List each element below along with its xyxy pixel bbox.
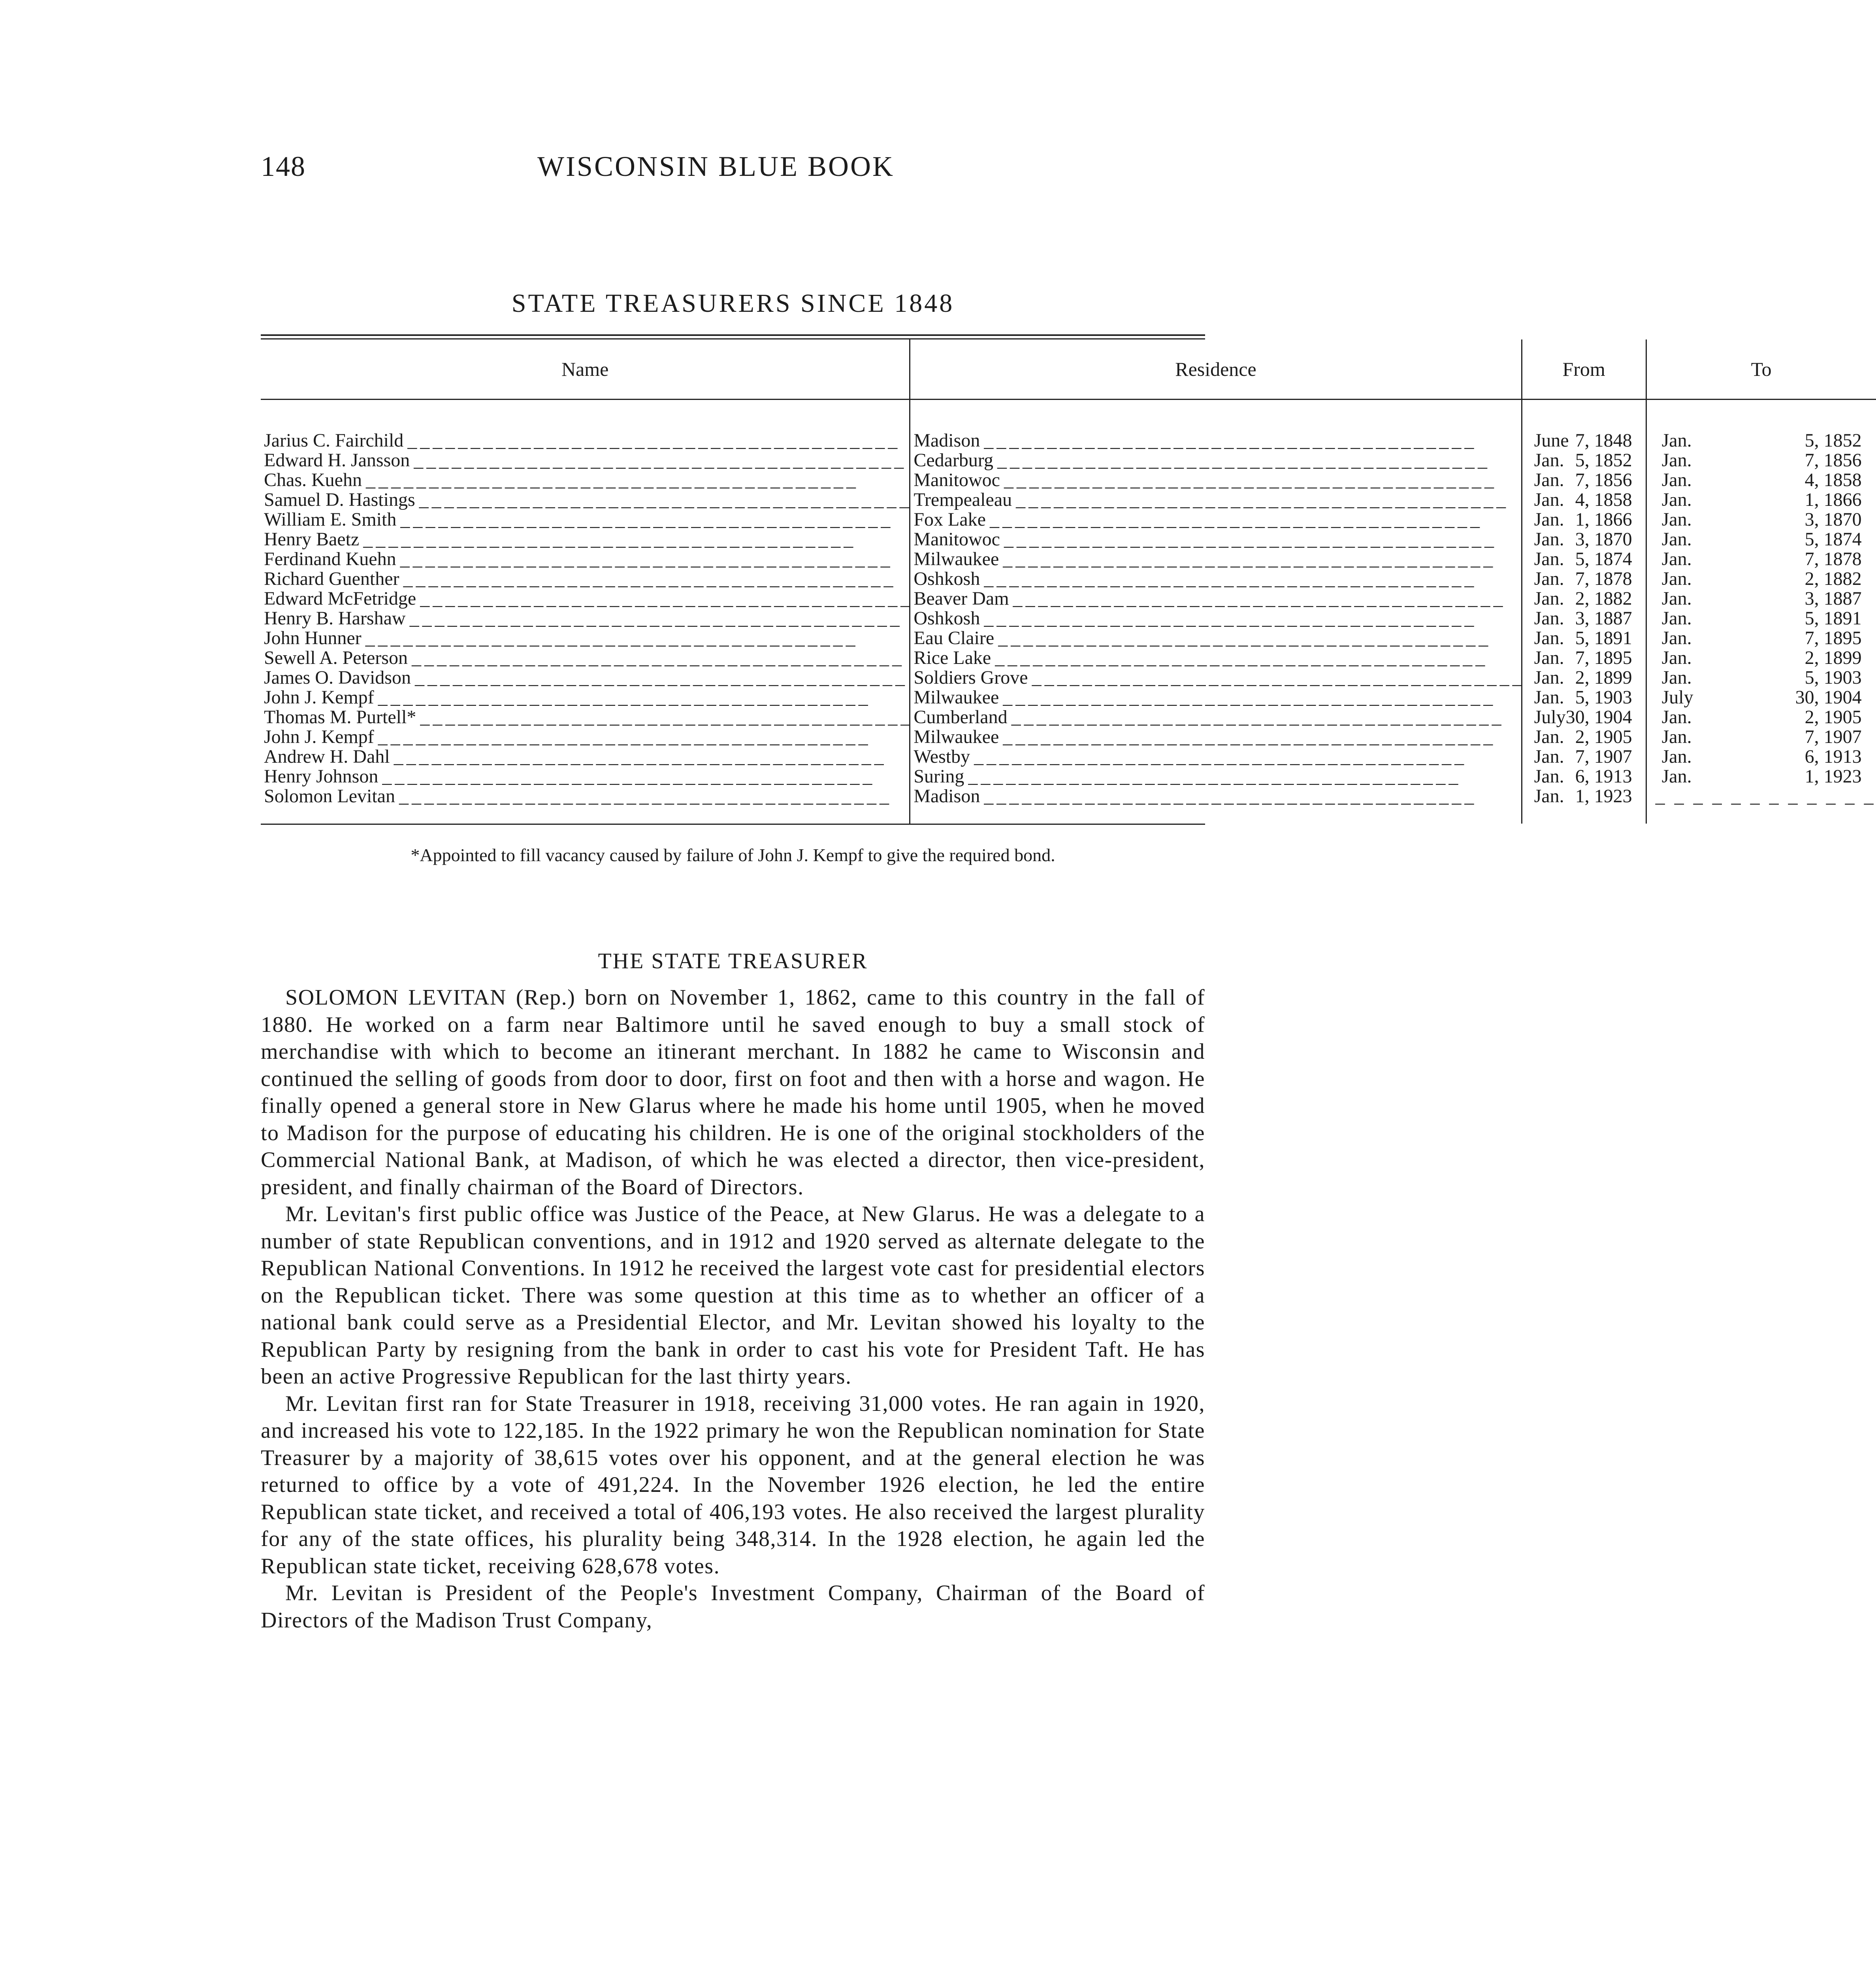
from-date-cell <box>1522 668 1646 688</box>
to-date-cell <box>1646 628 1876 648</box>
treasurer-name: Henry Baetz _ _ _ <box>264 530 909 549</box>
residence-cell <box>910 767 1522 786</box>
from-date-cell <box>1522 786 1646 824</box>
paragraph: SOLOMON LEVITAN (Rep.) born on November 1, 1862, came to this country in the fall of 1880. He worked on a farm near Baltimore until he saved enough to buy a small stock of merchandise with which to become an itinerant merchant. In 1882 he came to Wisconsin and continued the selling of goods from door to door, first on foot and then with a horse and wagon. He finally opened a general store in New Glarus where he made his home until 1905, when he moved to Madison for the purpose of educating his children. He is one of the original stockholders of the Commercial National Bank, at Madison, of which he was elected a director, then vice-president, president, and finally chairman of the Board of Directors. <box>261 985 1205 1199</box>
treasurer-name: William E. Smith _ _ _ <box>264 510 909 530</box>
residence: Cedarburg _ _ _ <box>914 451 1521 470</box>
treasurer-name-cell <box>261 530 910 549</box>
residence-cell <box>910 648 1522 668</box>
from-day-year: 7, 1895 <box>1575 647 1632 668</box>
from-day-year: 7, 1878 <box>1575 568 1632 589</box>
treasurers-table <box>261 339 1876 824</box>
treasurer-name-cell <box>261 569 910 589</box>
to-date-cell <box>1646 786 1876 824</box>
from-month: Jan. <box>1534 608 1564 629</box>
to-date <box>1650 549 1876 569</box>
to-date-cell <box>1646 530 1876 549</box>
from-month: Jan. <box>1534 647 1564 668</box>
residence: Milwaukee _ _ _ <box>914 727 1521 747</box>
from-day-year: 2, 1882 <box>1575 588 1632 609</box>
running-head <box>261 150 1205 194</box>
to-day-year: 7, 1895 <box>1804 628 1862 649</box>
treasurer-name-cell <box>261 707 910 727</box>
treasurer-name-cell <box>261 767 910 786</box>
from-date <box>1526 707 1646 727</box>
to-date-cell <box>1646 510 1876 530</box>
to-date <box>1650 609 1876 628</box>
treasurer-name: Richard Guenther _ _ _ <box>264 569 909 589</box>
treasurer-name-cell <box>261 470 910 490</box>
table-row <box>261 490 1876 510</box>
from-month: Jan. <box>1534 549 1564 569</box>
from-month: June <box>1534 430 1569 451</box>
from-day-year: 6, 1913 <box>1575 766 1632 787</box>
residence: Westby _ _ _ <box>914 747 1521 767</box>
residence: Trempealeau _ _ _ <box>914 490 1521 510</box>
from-date <box>1526 668 1646 688</box>
page-number: 148 <box>261 151 306 182</box>
to-day-year: 7, 1878 <box>1804 549 1862 569</box>
treasurer-name-cell <box>261 727 910 747</box>
treasurer-name: Henry Johnson _ _ _ <box>264 767 909 786</box>
from-day-year: 2, 1899 <box>1575 667 1632 688</box>
to-day-year: 2, 1882 <box>1804 568 1862 589</box>
to-date <box>1650 628 1876 648</box>
to-date-cell <box>1646 490 1876 510</box>
from-day-year: 3, 1887 <box>1575 608 1632 629</box>
to-date <box>1650 431 1876 451</box>
residence-cell <box>910 569 1522 589</box>
residence-cell <box>910 668 1522 688</box>
table-row <box>261 786 1876 824</box>
to-date-cell <box>1646 451 1876 470</box>
to-day-year: 6, 1913 <box>1804 746 1862 767</box>
to-day-year: 5, 1903 <box>1804 667 1862 688</box>
from-day-year: 7, 1907 <box>1575 746 1632 767</box>
from-date <box>1526 470 1646 490</box>
to-day-year: 1, 1866 <box>1804 489 1862 510</box>
from-date <box>1526 786 1646 806</box>
table-row <box>261 767 1876 786</box>
table-row <box>261 569 1876 589</box>
from-date-cell <box>1522 431 1646 451</box>
treasurer-name-cell <box>261 648 910 668</box>
residence: Oshkosh _ _ _ <box>914 609 1521 628</box>
to-day-year: 4, 1858 <box>1804 469 1862 490</box>
from-day-year: 1, 1923 <box>1575 786 1632 807</box>
residence-cell <box>910 609 1522 628</box>
to-date <box>1650 490 1876 510</box>
from-date <box>1526 510 1646 530</box>
from-date-cell <box>1522 490 1646 510</box>
to-month: Jan. <box>1661 726 1692 747</box>
treasurer-name-cell <box>261 589 910 609</box>
table-row <box>261 609 1876 628</box>
from-date <box>1526 490 1646 510</box>
to-date <box>1650 569 1876 589</box>
treasurer-name: Ferdinand Kuehn _ _ _ <box>264 549 909 569</box>
to-month: Jan. <box>1661 430 1692 451</box>
to-date-cell <box>1646 431 1876 451</box>
to-day-year: 3, 1870 <box>1804 509 1862 530</box>
table-title: STATE TREASURERS SINCE 1848 <box>511 289 955 318</box>
from-date-cell <box>1522 609 1646 628</box>
treasurer-name-cell <box>261 747 910 767</box>
from-date-cell <box>1522 569 1646 589</box>
treasurer-name: John Hunner _ _ _ <box>264 628 909 648</box>
to-date <box>1650 668 1876 688</box>
footnote: *Appointed to fill vacancy caused by failure of John J. Kempf to give the required bond. <box>411 845 1055 865</box>
treasurer-name: Solomon Levitan _ _ _ <box>264 786 909 806</box>
to-day-year: 2, 1905 <box>1804 707 1862 728</box>
from-date-cell <box>1522 470 1646 490</box>
from-day-year: 5, 1891 <box>1575 628 1632 649</box>
to-date-cell <box>1646 767 1876 786</box>
from-date <box>1526 609 1646 628</box>
from-month: Jan. <box>1534 786 1564 807</box>
to-month: July <box>1661 687 1693 708</box>
table-row <box>261 727 1876 747</box>
residence-cell <box>910 530 1522 549</box>
from-day-year: 4, 1858 <box>1575 489 1632 510</box>
from-month: Jan. <box>1534 628 1564 649</box>
from-month: Jan. <box>1534 469 1564 490</box>
to-month: Jan. <box>1661 509 1692 530</box>
from-month: Jan. <box>1534 509 1564 530</box>
from-month: Jan. <box>1534 489 1564 510</box>
from-date-cell <box>1522 707 1646 727</box>
to-date <box>1650 688 1876 707</box>
to-date-blank-leader: _ _ _ _ _ _ _ _ _ _ _ _ <box>1655 786 1876 807</box>
to-date-cell <box>1646 747 1876 767</box>
from-day-year: 7, 1848 <box>1575 430 1632 451</box>
from-month: Jan. <box>1534 746 1564 767</box>
from-day-year: 2, 1905 <box>1575 726 1632 747</box>
table-top-rule <box>261 334 1205 339</box>
from-month: Jan. <box>1534 588 1564 609</box>
treasurer-name-cell <box>261 609 910 628</box>
residence: Eau Claire _ _ _ <box>914 628 1521 648</box>
to-date <box>1650 470 1876 490</box>
to-date <box>1650 451 1876 470</box>
treasurer-name: John J. Kempf _ _ _ <box>264 688 909 707</box>
table-row <box>261 451 1876 470</box>
residence-cell <box>910 727 1522 747</box>
paragraph: Mr. Levitan's first public office was Justice of the Peace, at New Glarus. He was a delegate to a number of state Republican conventions, and in 1912 and 1920 served as alternate delegate to the Republican National Conventions. In 1912 he received the largest vote cast for presidential electors on the Republican ticket. There was some question at this time as to whether an officer of a national bank could serve as a Presidential Elector, and Mr. Levitan showed his loyalty to the Republican Party by resigning from the bank in order to cast his vote for President Taft. He has been an active Progressive Republican for the last thirty years. <box>261 1202 1205 1389</box>
book-title: WISCONSIN BLUE BOOK <box>537 151 895 182</box>
from-date <box>1526 549 1646 569</box>
to-month: Jan. <box>1661 647 1692 668</box>
table-row <box>261 549 1876 569</box>
to-day-year: 5, 1891 <box>1804 608 1862 629</box>
from-date-cell <box>1522 628 1646 648</box>
residence: Milwaukee _ _ _ <box>914 688 1521 707</box>
treasurer-name: Samuel D. Hastings _ _ _ <box>264 490 909 510</box>
residence: Madison _ _ _ <box>914 786 1521 806</box>
to-date-cell <box>1646 727 1876 747</box>
table-spacer-row <box>261 400 1876 431</box>
table-header-row <box>261 339 1876 400</box>
to-month: Jan. <box>1661 766 1692 787</box>
table-row <box>261 510 1876 530</box>
to-date-cell <box>1646 549 1876 569</box>
from-date-cell <box>1522 530 1646 549</box>
treasurer-name-cell <box>261 668 910 688</box>
to-day-year: 7, 1907 <box>1804 726 1862 747</box>
to-month: Jan. <box>1661 608 1692 629</box>
residence: Milwaukee _ _ _ <box>914 549 1521 569</box>
from-month: July <box>1534 707 1566 728</box>
residence-cell <box>910 628 1522 648</box>
treasurer-name: Henry B. Harshaw _ _ _ <box>264 609 909 628</box>
from-date <box>1526 628 1646 648</box>
from-date <box>1526 431 1646 451</box>
from-date <box>1526 451 1646 470</box>
to-day-year: 7, 1856 <box>1804 450 1862 471</box>
residence-cell <box>910 688 1522 707</box>
residence: Beaver Dam _ _ _ <box>914 589 1521 609</box>
from-date <box>1526 569 1646 589</box>
from-date-cell <box>1522 451 1646 470</box>
treasurer-name: James O. Davidson _ _ _ <box>264 668 909 688</box>
from-date-cell <box>1522 549 1646 569</box>
treasurer-name-cell <box>261 549 910 569</box>
from-day-year: 5, 1852 <box>1575 450 1632 471</box>
to-month: Jan. <box>1661 469 1692 490</box>
from-date <box>1526 767 1646 786</box>
to-month: Jan. <box>1661 667 1692 688</box>
residence-cell <box>910 470 1522 490</box>
column-header-from: From <box>1522 339 1646 400</box>
table-row <box>261 648 1876 668</box>
residence: Soldiers Grove _ _ _ <box>914 668 1521 688</box>
residence: Suring _ _ _ <box>914 767 1521 786</box>
treasurer-name-cell <box>261 451 910 470</box>
from-date <box>1526 530 1646 549</box>
to-date-cell <box>1646 707 1876 727</box>
table-row <box>261 470 1876 490</box>
from-date-cell <box>1522 767 1646 786</box>
document-page <box>261 150 1876 1634</box>
to-date <box>1650 510 1876 530</box>
to-month: Jan. <box>1661 707 1692 728</box>
from-date-cell <box>1522 648 1646 668</box>
from-date <box>1526 688 1646 707</box>
from-date-cell <box>1522 510 1646 530</box>
from-date-cell <box>1522 589 1646 609</box>
residence-cell <box>910 451 1522 470</box>
from-day-year: 5, 1903 <box>1575 687 1632 708</box>
biography-text <box>261 984 1205 1634</box>
from-month: Jan. <box>1534 687 1564 708</box>
table-row <box>261 628 1876 648</box>
to-day-year: 5, 1852 <box>1804 430 1862 451</box>
treasurer-name-cell <box>261 490 910 510</box>
from-date <box>1526 747 1646 767</box>
to-month: Jan. <box>1661 746 1692 767</box>
to-date-cell <box>1646 609 1876 628</box>
treasurer-name-cell <box>261 786 910 824</box>
to-month: Jan. <box>1661 489 1692 510</box>
residence-cell <box>910 490 1522 510</box>
residence-cell <box>910 510 1522 530</box>
table-row <box>261 688 1876 707</box>
to-day-year: 2, 1899 <box>1804 647 1862 668</box>
to-date <box>1650 589 1876 609</box>
to-date-cell <box>1646 589 1876 609</box>
table-row <box>261 707 1876 727</box>
treasurer-name-cell <box>261 628 910 648</box>
residence: Oshkosh _ _ _ <box>914 569 1521 589</box>
to-month: Jan. <box>1661 568 1692 589</box>
residence-cell <box>910 431 1522 451</box>
residence: Manitowoc _ _ _ <box>914 470 1521 490</box>
from-date <box>1526 589 1646 609</box>
to-date <box>1650 767 1876 786</box>
residence-cell <box>910 786 1522 824</box>
to-month: Jan. <box>1661 628 1692 649</box>
column-header-name: Name <box>261 339 910 400</box>
from-date-cell <box>1522 688 1646 707</box>
to-date <box>1650 707 1876 727</box>
from-day-year: 5, 1874 <box>1575 549 1632 569</box>
to-date-cell <box>1646 648 1876 668</box>
treasurer-name: Thomas M. Purtell* _ _ _ <box>264 707 909 727</box>
treasurer-name: Andrew H. Dahl _ _ _ <box>264 747 909 767</box>
to-month: Jan. <box>1661 450 1692 471</box>
to-day-year: 1, 1923 <box>1804 766 1862 787</box>
from-day-year: 30, 1904 <box>1565 707 1632 728</box>
from-day-year: 1, 1866 <box>1575 509 1632 530</box>
table-row <box>261 431 1876 451</box>
table-row <box>261 589 1876 609</box>
residence: Cumberland _ _ _ <box>914 707 1521 727</box>
treasurer-name: Chas. Kuehn _ _ _ <box>264 470 909 490</box>
treasurer-name: Jarius C. Fairchild _ _ _ <box>264 431 909 451</box>
to-day-year: 5, 1874 <box>1804 529 1862 550</box>
residence: Rice Lake _ _ _ <box>914 648 1521 668</box>
residence: Fox Lake _ _ _ <box>914 510 1521 530</box>
from-month: Jan. <box>1534 766 1564 787</box>
table-row <box>261 747 1876 767</box>
section-title: THE STATE TREASURER <box>598 949 868 973</box>
treasurer-name: Edward H. Jansson _ _ _ <box>264 451 909 470</box>
treasurer-name: John J. Kempf _ _ _ <box>264 727 909 747</box>
to-date <box>1650 727 1876 747</box>
from-day-year: 7, 1856 <box>1575 469 1632 490</box>
table-row <box>261 668 1876 688</box>
treasurer-name-cell <box>261 431 910 451</box>
to-month: Jan. <box>1661 588 1692 609</box>
to-date <box>1650 530 1876 549</box>
to-date-cell <box>1646 569 1876 589</box>
residence-cell <box>910 707 1522 727</box>
from-month: Jan. <box>1534 529 1564 550</box>
from-day-year: 3, 1870 <box>1575 529 1632 550</box>
from-month: Jan. <box>1534 450 1564 471</box>
residence: Madison _ _ _ <box>914 431 1521 451</box>
to-date <box>1650 648 1876 668</box>
treasurer-name-cell <box>261 510 910 530</box>
from-month: Jan. <box>1534 568 1564 589</box>
residence-cell <box>910 747 1522 767</box>
from-date <box>1526 727 1646 747</box>
table-body <box>261 400 1876 824</box>
paragraph: Mr. Levitan is President of the People's Investment Company, Chairman of the Board of Directors of the Madison Trust Company, <box>261 1581 1205 1633</box>
to-date-cell <box>1646 470 1876 490</box>
to-day-year: 30, 1904 <box>1795 687 1862 708</box>
to-day-year: 3, 1887 <box>1804 588 1862 609</box>
from-date-cell <box>1522 747 1646 767</box>
residence: Manitowoc _ _ _ <box>914 530 1521 549</box>
treasurer-name: Sewell A. Peterson _ _ _ <box>264 648 909 668</box>
table-row <box>261 530 1876 549</box>
from-date <box>1526 648 1646 668</box>
treasurer-name-cell <box>261 688 910 707</box>
paragraph: Mr. Levitan first ran for State Treasurer in 1918, receiving 31,000 votes. He ran again in 1920, and increased his vote to 122,185. In the 1922 primary he won the Republican nomination for State Treasurer by a majority of 38,615 votes over his opponent, and at the general election he was returned to office by a vote of 491,224. In the November 1926 election, he led the entire Republican state ticket, and received a total of 406,193 votes. He also received the largest plurality for any of the state offices, his plurality being 348,314. In the 1928 election, he again led the Republican state ticket, receiving 628,678 votes. <box>261 1391 1205 1578</box>
to-date-cell <box>1646 668 1876 688</box>
to-date <box>1650 747 1876 767</box>
to-month: Jan. <box>1661 529 1692 550</box>
to-date-cell <box>1646 688 1876 707</box>
column-header-residence: Residence <box>910 339 1522 400</box>
to-month: Jan. <box>1661 549 1692 569</box>
table-bottom-rule <box>261 824 1205 825</box>
residence-cell <box>910 589 1522 609</box>
column-header-to: To <box>1646 339 1876 400</box>
from-date-cell <box>1522 727 1646 747</box>
from-month: Jan. <box>1534 726 1564 747</box>
treasurer-name: Edward McFetridge _ _ _ <box>264 589 909 609</box>
residence-cell <box>910 549 1522 569</box>
from-month: Jan. <box>1534 667 1564 688</box>
